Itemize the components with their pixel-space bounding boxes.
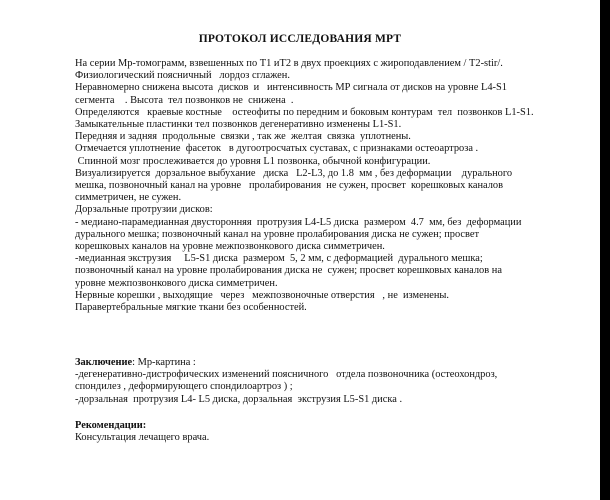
findings-line: - медиано-парамедианная двусторонняя протрузия L4-L5 диска размером 4.7 мм, без деформации <box>75 216 522 228</box>
findings-line: Нервные корешки , выходящие через межпозвоночные отверстия , не изменены. <box>75 289 450 301</box>
findings-line: уровне межпозвонкового диска симметричен. <box>75 277 278 289</box>
conclusion-line: -дегенеративно-дистрофических изменений поясничного отдела позвоночника (остеохондроз, <box>75 369 498 381</box>
findings-line: Неравномерно снижена высота дисков и интенсивность МР сигнала от дисков на уровне L4-S1 <box>75 82 507 94</box>
findings-line: -медианная экструзия L5-S1 диска размером 5, 2 мм, с деформацией дурального мешка; <box>75 253 483 265</box>
findings-line: Спинной мозг прослеживается до уровня L1 позвонка, обычной конфигурации. <box>75 155 431 167</box>
findings-line: сегмента . Высота тел позвонков не снижена . <box>75 94 294 106</box>
findings-line: Визуализируется дорзальное выбухание диска L2-L3, до 1.8 мм , без деформации дурального <box>75 167 513 179</box>
findings-section <box>75 58 575 314</box>
findings-line: симметричен, не сужен. <box>75 192 182 204</box>
findings-line: позвоночный канал на уровне пролабирования диска не сужен; просвет корешковых каналов на <box>75 265 502 277</box>
findings-line: Дорзальные протрузии дисков: <box>75 204 213 216</box>
findings-line: На серии Мр-томограмм, взвешенных по Т1 иТ2 в двух проекциях с жироподавлением / Т2-stir/. <box>75 58 503 69</box>
page-edge-divider <box>600 0 610 500</box>
conclusion-line: -дорзальная протрузия L4- L5 диска, дорзальная экструзия L5-S1 диска . <box>75 393 403 405</box>
conclusion-intro: : Мр-картина : <box>132 357 196 368</box>
findings-line: Отмечается уплотнение фасеток в дугоотросчатых суставах, с признаками остеоартроза . <box>75 143 479 155</box>
recommendations-text: Консультация лечащего врача. <box>75 432 210 444</box>
recommendations-label: Рекомендации: <box>75 420 147 431</box>
findings-line: Определяются краевые костные остеофиты по передним и боковым контурам тел позвонков L1-S1. <box>75 106 534 118</box>
conclusion-heading <box>75 357 575 369</box>
findings-line: мешка, позвоночный канал на уровне пролабирования не сужен, просвет корешковых каналов <box>75 180 503 192</box>
findings-line: Передняя и задняя продольные связки , так же желтая связка уплотнены. <box>75 131 411 143</box>
findings-line: Физиологический поясничный лордоз сглажен. <box>75 70 290 82</box>
conclusion-label: Заключение <box>75 357 133 368</box>
recommendations-section <box>75 420 575 444</box>
findings-line: Паравертебральные мягкие ткани без особенностей. <box>75 302 307 314</box>
conclusion-line: спондилез , деформирующего спондилоартроз ) ; <box>75 381 293 393</box>
findings-line: Замыкательные пластинки тел позвонков дегенеративно изменены L1-S1. <box>75 119 402 131</box>
conclusion-section <box>75 357 575 406</box>
findings-line: дурального мешка; позвоночный канал на уровне пролабирования диска не сужен; просвет <box>75 228 480 240</box>
findings-line: корешковых каналов на уровне межпозвонкового диска симметричен. <box>75 241 385 253</box>
document-title: ПРОТОКОЛ ИССЛЕДОВАНИЯ МРТ <box>198 33 402 45</box>
